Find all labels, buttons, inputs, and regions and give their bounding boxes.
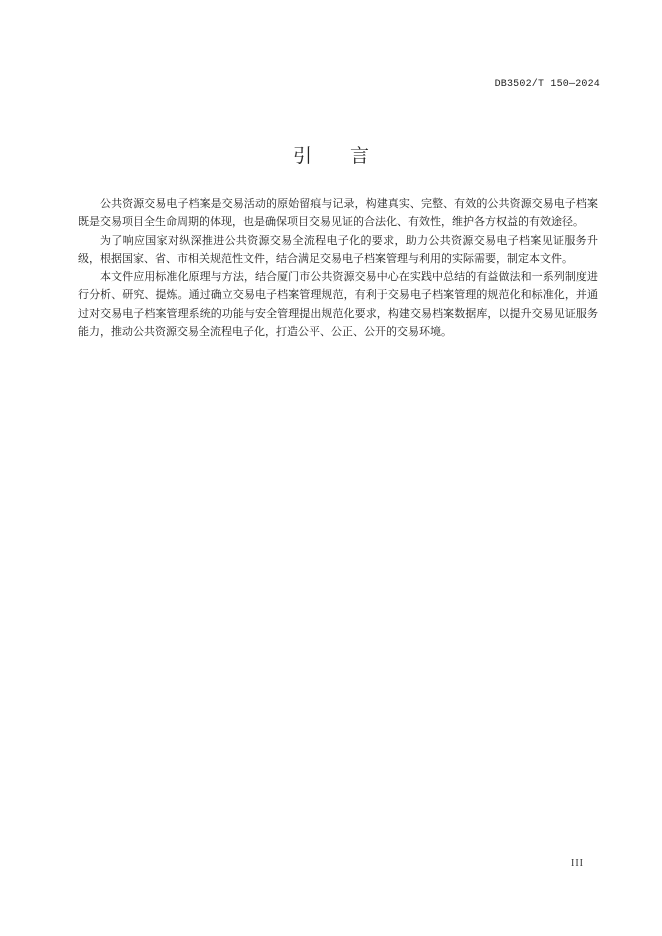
page-number: III <box>571 858 584 869</box>
page-title <box>0 141 662 168</box>
paragraph-3: 本文件应用标准化原理与方法，结合厦门市公共资源交易中心在实践中总结的有益做法和一系列制度进行分析、研究、提炼。通过确立交易电子档案管理规范，有利于交易电子档案管理的规范化和标准化，并通过对交易电子档案管理系统的功能与安全管理提出规范化要求，构建交易档案数据库，以提升交易见证服务能力，推动公共资源交易全流程电子化，打造公平、公正、公开的交易环境。 <box>78 270 598 339</box>
title-char-2: 言 <box>350 145 370 167</box>
document-code: DB3502/T 150—2024 <box>494 79 600 90</box>
paragraph-2: 为了响应国家对纵深推进公共资源交易全流程电子化的要求，助力公共资源交易电子档案见证服务升级，根据国家、省、市相关规范性文件，结合满足交易电子档案管理与利用的实际需要，制定本文件。 <box>78 233 598 265</box>
paragraph-1: 公共资源交易电子档案是交易活动的原始留痕与记录，构建真实、完整、有效的公共资源交易电子档案既是交易项目全生命周期的体现，也是确保项目交易见证的合法化、有效性，维护各方权益的有效途径。 <box>78 197 598 229</box>
title-char-1: 引 <box>292 145 312 167</box>
introduction-body <box>78 195 598 341</box>
